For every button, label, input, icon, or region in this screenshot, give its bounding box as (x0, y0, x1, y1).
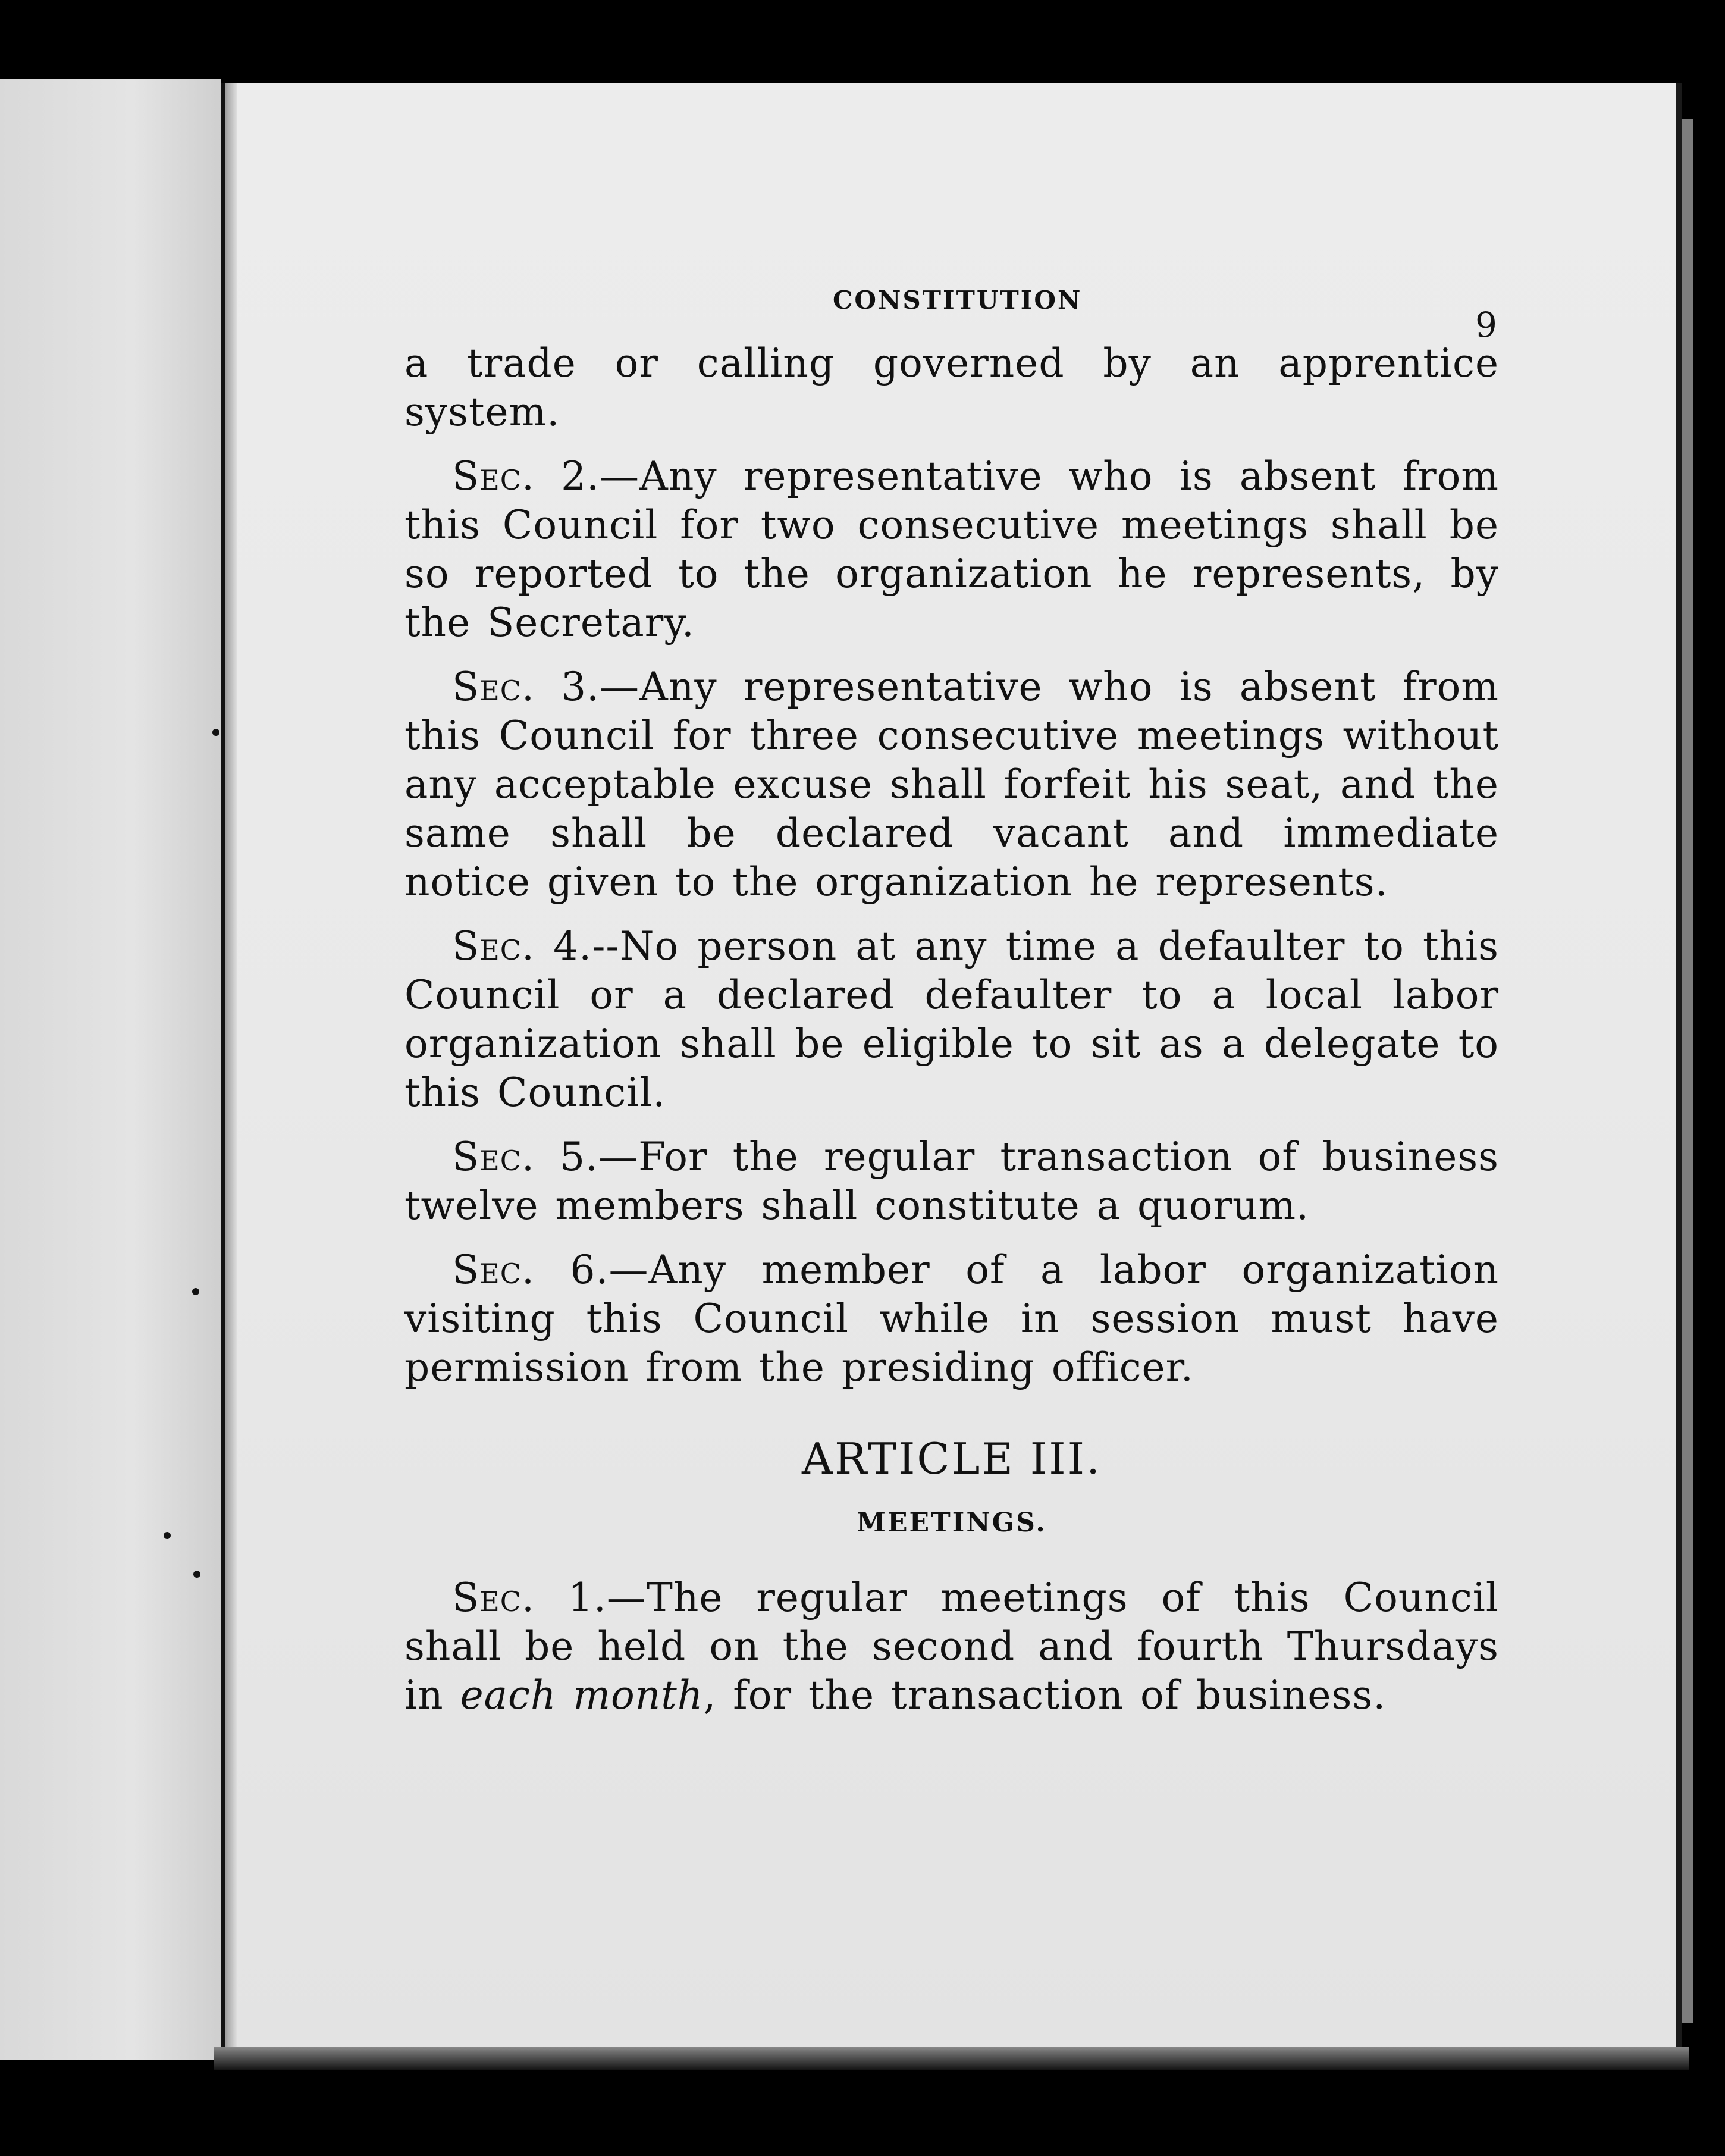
article-subtitle: MEETINGS. (857, 1508, 1047, 1538)
section-text-end: , for the transaction of business. (703, 1672, 1387, 1718)
section-text: --No person at any time a defaulter to this Council or a declared defaulter to a local labor organization shall be eligible to sit as a delegate to this Council. (404, 923, 1500, 1115)
binding-hole (193, 1571, 200, 1578)
section-text: —For the regular transaction of business twelve members shall constitute a quorum. (404, 1134, 1500, 1229)
section-6 (404, 1246, 1499, 1392)
section-label: Sec. 2. (452, 453, 600, 499)
article-title: ARTICLE III. (802, 1434, 1102, 1484)
section-label: Sec. 3. (452, 664, 600, 710)
continuation-paragraph: a trade or calling governed by an apprentice system. (404, 340, 1499, 435)
binding-shadow (225, 83, 237, 2047)
binding-hole (212, 729, 219, 736)
page-number: 9 (1475, 305, 1497, 345)
section-text: —Any member of a labor organization visiting this Council while in session must have permission from the presiding officer. (404, 1247, 1499, 1390)
binding-hole (192, 1288, 199, 1295)
italic-phrase: each month (460, 1672, 704, 1718)
section-2 (404, 452, 1499, 647)
section-label: Sec. 4. (452, 923, 592, 969)
running-head: CONSTITUTION (833, 286, 1083, 315)
section-3 (404, 663, 1499, 907)
section-label: Sec. 5. (452, 1134, 599, 1180)
page-text (404, 274, 1499, 1735)
section-4 (404, 922, 1499, 1117)
section-label: Sec. 6. (452, 1247, 609, 1293)
left-facing-page (0, 79, 221, 2060)
section-text: —The regular meetings of this Council shall be held on the second and fourth Thursdays in (404, 1575, 1500, 1718)
section-5 (404, 1133, 1499, 1230)
binding-hole (164, 1532, 171, 1539)
page-edge (1682, 119, 1693, 2023)
section-text: —Any representative who is absent from this Council for three consecutive meetings without any acceptable excuse shall forfeit his seat, and the same shall be declared vacant and immediate notice given to the organization he represents. (404, 664, 1499, 905)
section-label: Sec. 1. (452, 1575, 607, 1621)
article-3-section-1 (404, 1574, 1499, 1720)
section-text: —Any representative who is absent from this Council for two consecutive meetings shall be so reported to the organization he represents, by the Secretary. (404, 453, 1499, 645)
bottom-shadow (214, 2047, 1689, 2070)
page-header (404, 274, 1499, 345)
